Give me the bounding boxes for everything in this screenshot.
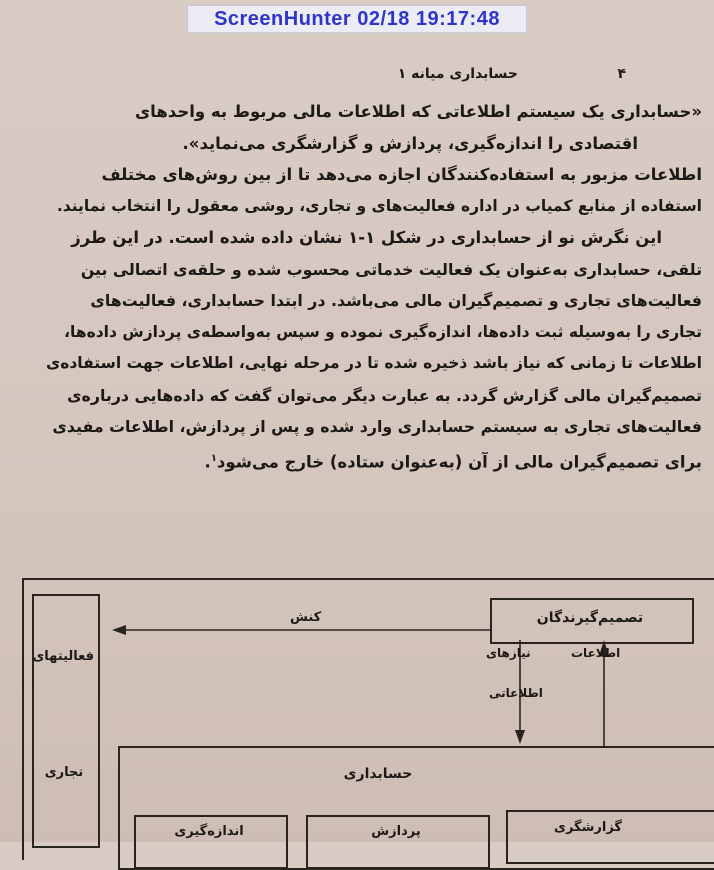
running-header-title: حسابداری میانه ۱: [397, 66, 518, 82]
text-line: تجاری را به‌وسیله ثبت داده‌ها، اندازه‌گیری نموده و سپس به‌واسطه‌ی پردازش داده‌ها،: [64, 322, 702, 341]
text-line: فعالیت‌های تجاری و تصمیم‌گیران مالی می‌باشد. در ابتدا حسابداری، فعالیت‌های: [90, 291, 702, 310]
page-number: ۴: [617, 66, 626, 82]
processing-label: پردازش: [371, 824, 421, 839]
accounting-diagram: [0, 560, 714, 842]
footnote-marker: ۱: [210, 452, 217, 464]
text-line: تلقی، حسابداری به‌عنوان یک فعالیت خدماتی محسوب شده و حلقه‌ی اتصالی بین: [80, 259, 702, 279]
text-line: این نگرش نو از حسابداری در شکل ۱-۱ نشان داده شده است. در این طرز: [71, 228, 662, 247]
final-period: .: [204, 452, 211, 471]
text-line: فعالیت‌های تجاری به سیستم حسابداری وارد شده و پس از پردازش، اطلاعات مفیدی: [52, 417, 702, 436]
text-line: اطلاعات مزبور به استفاده‌کنندگان اجازه می‌دهد تا از بین روش‌های مختلف: [101, 165, 702, 184]
text-line: تصمیم‌گیران مالی گزارش گردد. به عبارت دیگر می‌توان گفت که داده‌هایی درباره‌ی: [67, 385, 702, 405]
text-line: «حسابداری یک سیستم اطلاعاتی که اطلاعات مالی مربوط به واحدهای: [135, 102, 702, 121]
info-needs-label-line2: اطلاعاتی: [489, 686, 543, 700]
business-label-line2: تجاری: [44, 765, 84, 780]
information-label: اطلاعات: [571, 646, 621, 660]
info-needs-label-line1: نیازهای: [486, 646, 531, 660]
body-paragraph: [32, 96, 702, 474]
business-label-line1: فعالیتهای: [32, 649, 94, 664]
text-line: اقتصادی را اندازه‌گیری، پردازش و گزارشگری می‌نماید».: [182, 133, 638, 153]
text-line: اطلاعات تا زمانی که نیاز باشد ذخیره شده تا در مرحله نهایی، اطلاعات جهت استفاده‌ی: [46, 354, 702, 372]
decision-makers-label: تصمیم‌گیرندگان: [536, 610, 644, 626]
action-arrow-head: [112, 625, 126, 635]
reporting-label: گزارشگری: [554, 820, 622, 835]
text-line-last: [32, 443, 702, 475]
reporting-box: [506, 810, 714, 864]
screenhunter-watermark: ScreenHunter 02/18 19:17:48: [187, 5, 527, 33]
measurement-label: اندازه‌گیری: [174, 824, 244, 839]
text-line: استفاده از منابع کمیاب در اداره فعالیت‌های و تجاری، روشی معقول را انتخاب نمایند.: [56, 196, 702, 215]
info-needs-arrow-head: [515, 730, 525, 744]
action-label: کنش: [290, 610, 322, 625]
last-line-text: برای تصمیم‌گیران مالی از آن (به‌عنوان ستاده) خارج می‌شود: [216, 452, 702, 471]
accounting-label: حسابداری: [343, 766, 413, 782]
